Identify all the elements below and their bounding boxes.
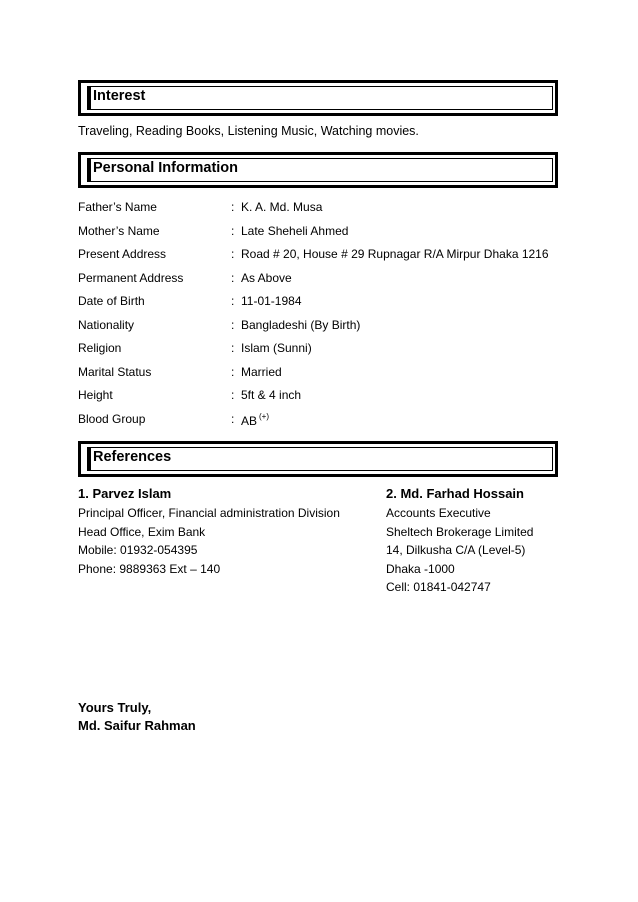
info-label: Blood Group [78,411,146,426]
personal-info-heading-box [78,152,558,188]
info-row-permanent-address [78,271,558,289]
info-colon: : [231,200,235,214]
reference-1-line: Mobile: 01932-054395 [78,543,198,557]
reference-1 [78,486,340,580]
info-label: Date of Birth [78,294,145,308]
info-value: K. A. Md. Musa [241,200,323,214]
interest-text: Traveling, Reading Books, Listening Music, Watching movies. [78,124,419,138]
info-row-present-address [78,247,558,265]
reference-2-line: Accounts Executive [386,506,491,520]
info-colon: : [231,223,235,238]
info-value: 5ft & 4 inch [241,388,302,402]
interest-heading-box [78,80,558,116]
info-row-height [78,388,558,406]
reference-2 [386,486,533,599]
info-row-religion [78,341,558,359]
reference-1-line: Principal Officer, Financial administration Division [78,506,340,520]
info-row-marital-status [78,365,558,383]
references-heading: References [93,449,172,465]
info-value: Islam (Sunni) [241,341,312,355]
info-row-nationality [78,318,558,336]
info-value: Late Sheheli Ahmed [241,223,349,238]
info-label: Mother’s Name [78,223,160,238]
info-label: Present Address [78,247,167,261]
info-label: Height [78,388,113,402]
info-colon: : [231,388,235,402]
info-value: 11-01-1984 [241,294,302,308]
reference-1-line: Phone: 9889363 Ext – 140 [78,561,221,576]
reference-1-name: 1. Parvez Islam [78,486,172,501]
interest-heading: Interest [93,88,146,104]
info-row-blood-group [78,412,558,430]
reference-2-line: Cell: 01841-042747 [386,580,491,594]
info-row-mothers-name [78,224,558,242]
reference-2-line: Dhaka -1000 [386,561,455,576]
info-value: Married [241,364,282,379]
info-colon: : [231,270,235,285]
info-colon: : [231,247,235,261]
info-colon: : [231,411,235,426]
info-colon: : [231,294,235,308]
reference-2-name: 2. Md. Farhad Hossain [386,486,524,501]
info-colon: : [231,317,235,332]
info-row-fathers-name [78,200,558,218]
info-label: Nationality [78,317,135,332]
info-label: Father’s Name [78,200,157,214]
closing-salutation: Yours Truly, [78,700,152,715]
info-value: Road # 20, House # 29 Rupnagar R/A Mirpur Dhaka 1216 [241,247,549,261]
info-colon: : [231,364,235,379]
info-label: Permanent Address [78,270,184,285]
closing [78,700,196,736]
info-value [241,412,269,428]
info-value: Bangladeshi (By Birth) [241,317,361,332]
info-label: Marital Status [78,364,152,379]
blood-group-value: AB [241,413,258,428]
info-value: As Above [241,270,292,285]
reference-2-line: 14, Dilkusha C/A (Level-5) [386,543,526,557]
info-colon: : [231,341,235,355]
reference-1-line: Head Office, Exim Bank [78,524,206,539]
blood-group-rh: (+) [259,411,270,421]
personal-info-heading: Personal Information [93,160,239,176]
references-heading-box [78,441,558,477]
reference-2-line: Sheltech Brokerage Limited [386,524,534,539]
info-row-date-of-birth [78,294,558,312]
closing-name: Md. Saifur Rahman [78,718,196,733]
info-label: Religion [78,341,122,355]
